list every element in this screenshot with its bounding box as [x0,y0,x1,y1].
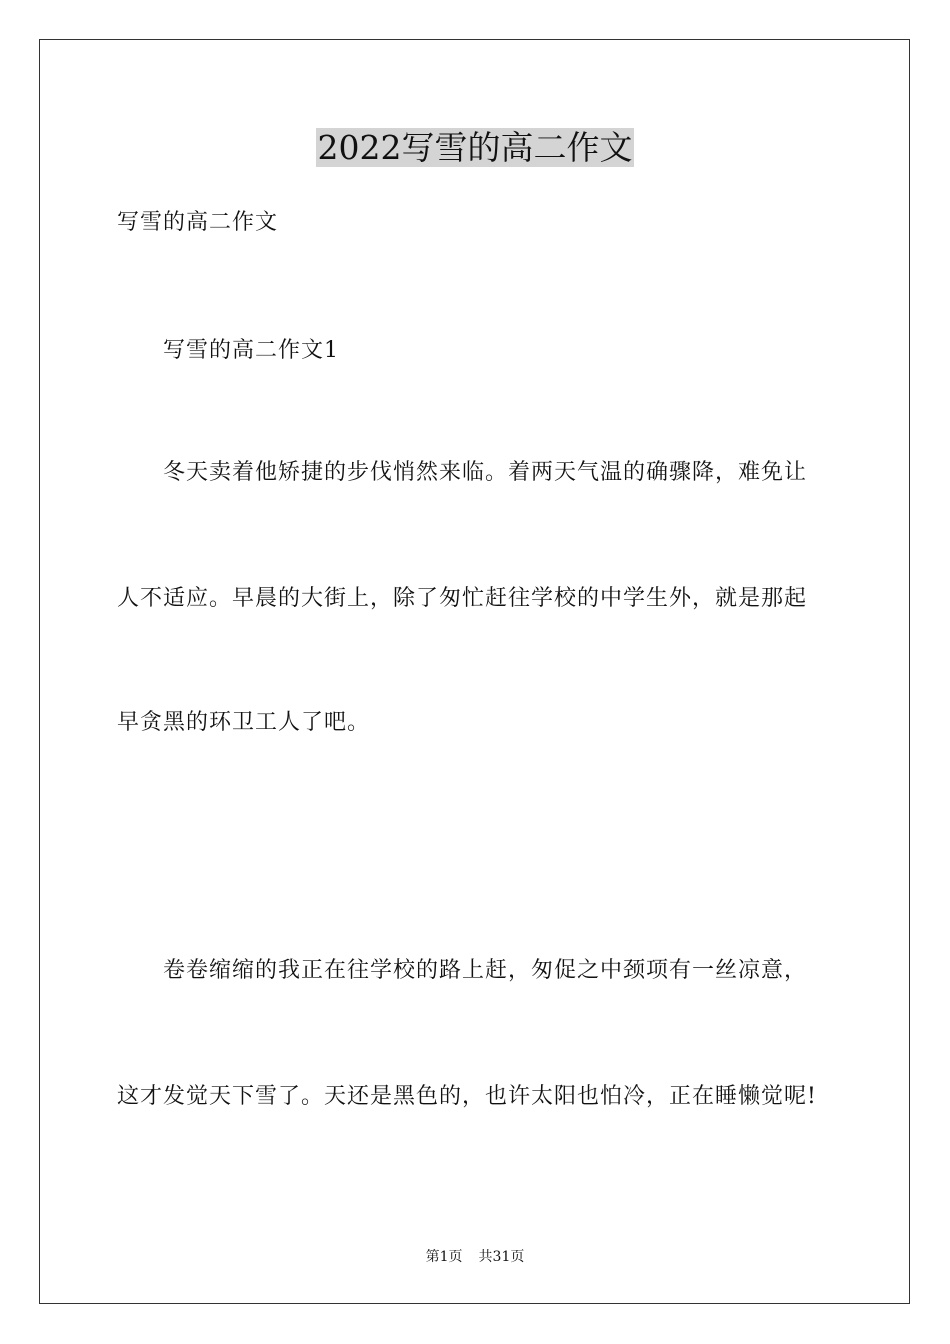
document-title [0,128,950,168]
page-total: 共31页 [478,1249,525,1265]
paragraph-line: 卷卷缩缩的我正在往学校的路上赶，匆促之中颈项有一丝凉意， [163,958,808,983]
section-heading: 写雪的高二作文1 [163,338,339,363]
paragraph-line: 早贪黑的环卫工人了吧。 [117,710,371,735]
paragraph-line: 人不适应。早晨的大街上，除了匆忙赶往学校的中学生外，就是那起 [117,586,808,611]
document-title-text: 2022写雪的高二作文 [317,128,633,167]
page-footer [0,1248,950,1266]
paragraph-line: 冬天卖着他矫捷的步伐悄然来临。着两天气温的确骤降，难免让 [163,460,808,485]
document-subtitle: 写雪的高二作文 [117,210,279,235]
page-number: 第1页 [425,1249,463,1265]
paragraph-line: 这才发觉天下雪了。天还是黑色的，也许太阳也怕冷，正在睡懒觉呢! [117,1084,817,1109]
